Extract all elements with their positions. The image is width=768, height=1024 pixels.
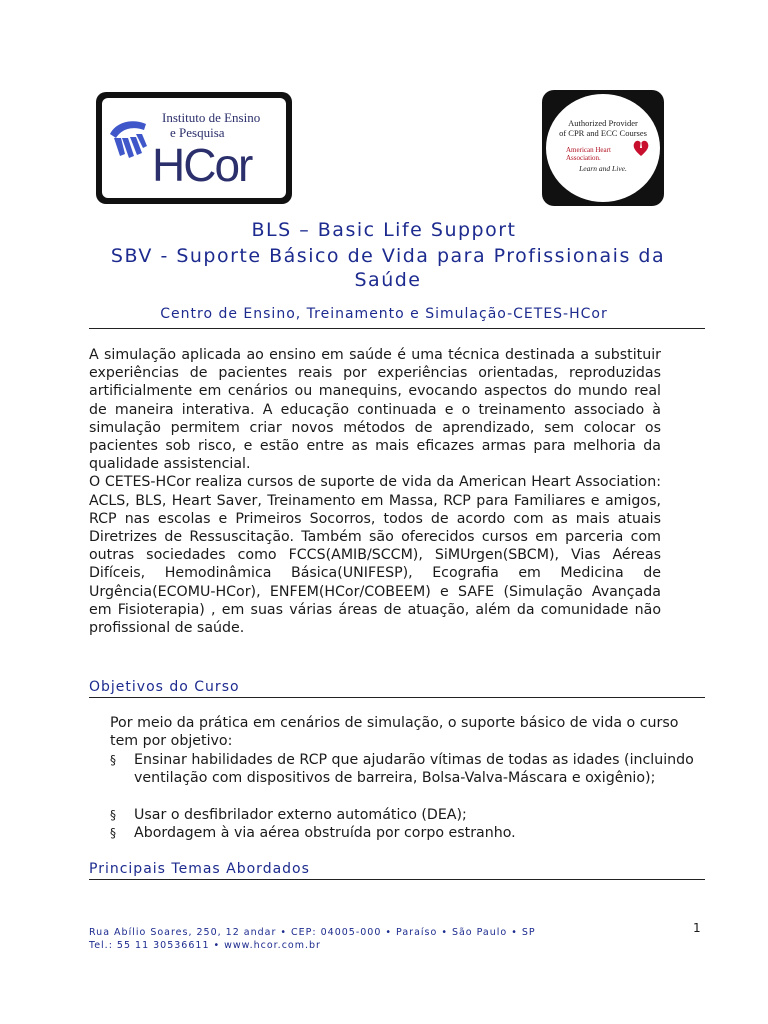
objectives-heading: Objetivos do Curso: [89, 679, 240, 695]
paragraph-cetes: O CETES-HCor realiza cursos de suporte de vida da American Heart Association: ACLS, BLS, Heart Saver, Treinamento em Massa, RCP para Familiares e amigos, RCP nas escolas e Primeiros Socorros, todos de acordo com as mais atuais Diretrizes de Ressuscitação. Também são oferecidos cursos em parceria com outras sociedades como FCCS(AMIB/SCCM), SiMUrgen(SBCM), Vias Aéreas Difíceis, Hemodinâmica Básica(UNIFESP), Ecografia em Medicina de Urgência(ECOMU-HCor), ENFEM(HCor/COBEEM) e SAFE (Simulação Avançada em Fisioterapia) , em suas várias áreas de atuação, além da comunidade não profissional de saúde.: [89, 474, 661, 637]
hcor-logo: [96, 92, 292, 204]
title-line1: BLS – Basic Life Support: [251, 219, 517, 241]
logo-institute-line2: e Pesquisa: [170, 125, 225, 140]
paragraph-simulation: A simulação aplicada ao ensino em saúde é uma técnica destinada a substituir experiências de pacientes reais por experiências orientadas, reproduzidas artificialmente em cenários ou manequins, evocando aspectos do mundo real de maneira interativa. A educação continuada e o treinamento associado à simulação permitem criar novos métodos de aprendizado, sem colocar os pacientes sob risco, e estão entre as mais eficazes armas para melhoria da qualidade assistencial.: [89, 347, 661, 473]
aha-tagline: Learn and Live.: [579, 164, 627, 173]
objective-item-1: Ensinar habilidades de RCP que ajudarão vítimas de todas as idades (incluindo ventilação com dispositivos de barreira, Bolsa-Valva-Máscara e oxigênio);: [134, 752, 694, 787]
objectives-divider: [89, 697, 705, 698]
section-mark-icon: §: [110, 753, 116, 767]
topics-divider: [89, 879, 705, 880]
logo-brand: HCor: [152, 139, 252, 191]
subtitle: Centro de Ensino, Treinamento e Simulação-CETES-HCor: [160, 306, 608, 322]
subtitle-divider: [89, 328, 705, 329]
footer-contact: Tel.: 55 11 30536611 • www.hcor.com.br: [89, 940, 321, 951]
title-line2: SBV - Suporte Básico de Vida para Profissionais da Saúde: [110, 245, 666, 291]
hands-icon: [106, 104, 158, 168]
logo-institute-line1: Instituto de Ensino: [162, 110, 261, 125]
aha-name: American Heart Association.: [566, 146, 611, 162]
aha-provider-text: Authorized Provider of CPR and ECC Courses: [559, 118, 647, 138]
intro-text: [89, 346, 661, 637]
page-number: 1: [693, 921, 701, 935]
footer: [89, 926, 536, 952]
footer-address: Rua Abílio Soares, 250, 12 andar • CEP: 04005-000 • Paraíso • São Paulo • SP: [89, 927, 536, 938]
topics-heading: Principais Temas Abordados: [89, 861, 310, 877]
aha-provider-logo: [542, 90, 664, 206]
heart-torch-icon: [632, 138, 650, 158]
objective-item-2: Usar o desfibrilador externo automático (DEA);: [134, 807, 467, 823]
objectives-intro: Por meio da prática em cenários de simulação, o suporte básico de vida o curso tem por objetivo:: [110, 715, 679, 750]
objective-item-3: Abordagem à via aérea obstruída por corpo estranho.: [134, 825, 516, 841]
section-mark-icon: §: [110, 808, 116, 822]
section-mark-icon: §: [110, 826, 116, 840]
